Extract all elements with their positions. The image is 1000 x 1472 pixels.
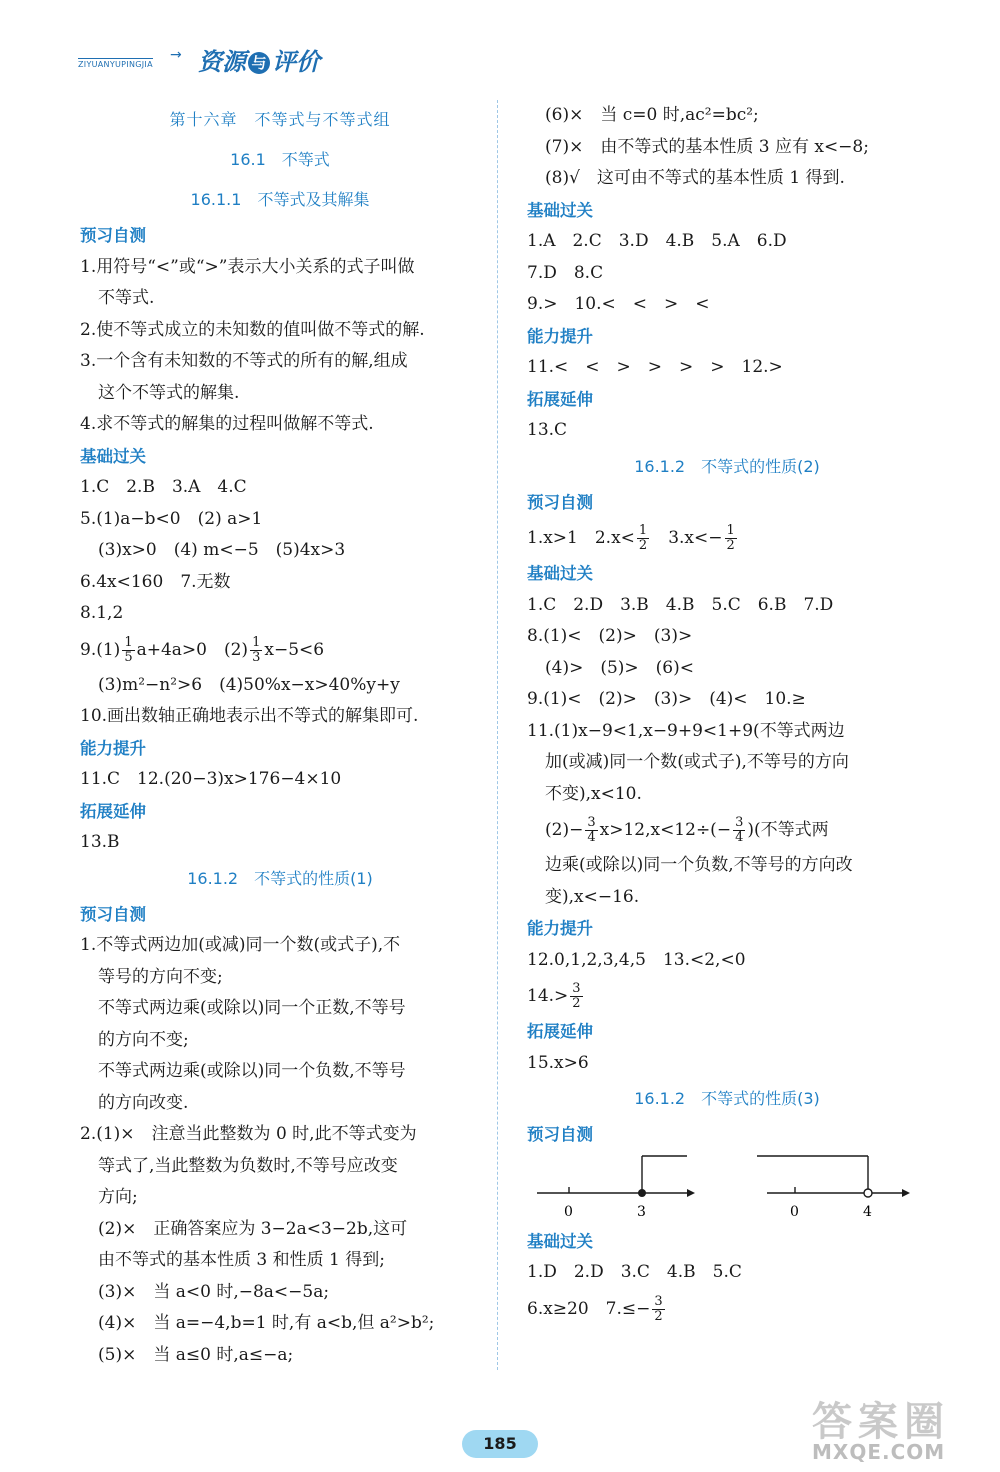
answer-line: 的方向改变. <box>98 1092 189 1113</box>
answer-line: 4.求不等式的解集的过程叫做解不等式. <box>80 414 374 434</box>
answer-line: 1.x>1 2.x< $\frac{1}{2}$ 3.x<− $\frac{1}{2}$ <box>527 523 735 553</box>
tick-label: 0 <box>790 1203 799 1220</box>
section-heading: 基础过关 <box>527 564 593 583</box>
answer-line: 8.(1)< (2)> (3)> <box>527 626 693 646</box>
fraction: $\frac{3}{2}$ <box>654 1293 663 1324</box>
tick-label: 4 <box>863 1203 872 1220</box>
answer-line: (8)√ 这可由不等式的基本性质 1 得到. <box>545 168 845 188</box>
section-heading: 基础过关 <box>527 200 593 220</box>
answer-line: 1.D 2.D 3.C 4.B 5.C <box>527 1262 742 1282</box>
answer-line: 1.C 2.D 3.B 4.B 5.C 6.B 7.D <box>527 594 834 615</box>
section-heading: 预习自测 <box>527 1125 593 1144</box>
tick-label: 3 <box>637 1203 646 1220</box>
solid-point <box>638 1189 646 1197</box>
column-divider <box>497 100 498 1370</box>
subsection-title: 16.1.2 不等式的性质(2) <box>634 456 820 476</box>
number-line-b <box>757 1156 910 1220</box>
header-brand: 资源 与 评价 <box>198 48 320 76</box>
answer-line: 11.< < > > > > 12.> <box>527 357 783 377</box>
answer-line: (2)× 正确答案应为 3−2a<3−2b,这可 <box>98 1218 408 1239</box>
section-heading: 能力提升 <box>527 919 593 938</box>
answer-line: 5.(1)a−b<0 (2) a>1 <box>80 508 263 529</box>
answer-line: 6.x≥20 7.≤− $\frac{3}{2}$ <box>527 1293 663 1324</box>
section-heading: 能力提升 <box>80 738 146 758</box>
section-title: 16.1 不等式 <box>230 150 330 169</box>
answer-line: 不等式两边乘(或除以)同一个正数,不等号 <box>98 998 406 1018</box>
section-heading: 能力提升 <box>527 326 593 346</box>
answer-line: 1.用符号“<”或“>”表示大小关系的式子叫做 <box>80 256 415 277</box>
answer-line: 的方向不变; <box>98 1029 189 1050</box>
answer-line: 由不等式的基本性质 3 和性质 1 得到; <box>98 1250 385 1270</box>
answer-line: 1.A 2.C 3.D 4.B 5.A 6.D <box>527 231 787 251</box>
answer-line: (3)× 当 a<0 时,−8a<−5a; <box>98 1281 330 1302</box>
section-heading: 预习自测 <box>80 904 146 924</box>
answer-line: 1.C 2.B 3.A 4.C <box>80 477 247 497</box>
answer-line: 13.C <box>527 420 568 440</box>
subsection-title: 16.1.2 不等式的性质(1) <box>187 868 373 888</box>
answer-line: (5)× 当 a≤0 时,a≤−a; <box>98 1344 294 1365</box>
hollow-point <box>864 1189 872 1197</box>
fraction: $\frac{3}{2}$ <box>572 981 581 1011</box>
answer-line: 14.> $\frac{3}{2}$ <box>527 981 581 1011</box>
arrow-icon: → <box>170 47 182 63</box>
answer-line: 变),x<−16. <box>545 886 640 907</box>
section-heading: 拓展延伸 <box>80 801 146 821</box>
page-number: 185 <box>462 1430 538 1458</box>
subsection-title: 16.1.1 不等式及其解集 <box>190 190 370 209</box>
tick-label: 0 <box>564 1203 573 1220</box>
fraction: $\frac{3}{4}$ <box>735 815 744 845</box>
answer-line: 12.0,1,2,3,4,5 13.<2,<0 <box>527 949 746 970</box>
answer-line: (4)× 当 a=−4,b=1 时,有 a<b,但 a²>b²; <box>98 1313 435 1333</box>
answer-line: (6)× 当 c=0 时,ac²=bc²; <box>545 105 759 125</box>
answer-line: 加(或减)同一个数(或式子),不等号的方向 <box>545 752 849 772</box>
section-heading: 预习自测 <box>80 226 146 245</box>
fraction: $\frac{1}{2}$ <box>638 523 648 553</box>
number-line-a <box>537 1156 695 1220</box>
answer-line: 7.D 8.C <box>527 262 604 283</box>
fraction: $\frac{1}{2}$ <box>726 523 735 553</box>
section-heading: 预习自测 <box>527 492 593 512</box>
answer-line: 不等式两边乘(或除以)同一个负数,不等号 <box>98 1061 406 1081</box>
answer-line: (4)> (5)> (6)< <box>545 657 694 678</box>
section-heading: 基础过关 <box>527 1231 593 1251</box>
answer-line: 方向; <box>98 1187 138 1207</box>
right-column <box>527 100 927 1329</box>
answer-line: (7)× 由不等式的基本性质 3 应有 x<−8; <box>545 136 869 157</box>
answer-line: 6.4x<160 7.无数 <box>80 571 231 592</box>
watermark: 答案圈 MXQE.COM <box>812 1399 950 1464</box>
answer-line: 9.(1)< (2)> (3)> (4)< 10.≥ <box>527 689 806 709</box>
left-column <box>80 100 480 1371</box>
answer-line: (3)m²−n²>6 (4)50%x−x>40%y+y <box>98 674 400 695</box>
answer-line: 不变),x<10. <box>545 783 642 804</box>
fraction: $\frac{3}{4}$ <box>587 815 596 845</box>
answer-line: 13.B <box>80 832 120 852</box>
section-heading: 拓展延伸 <box>527 389 593 409</box>
answer-line: 2.(1)× 注意当此整数为 0 时,此不等式变为 <box>80 1124 417 1144</box>
answer-line: 15.x>6 <box>527 1052 589 1073</box>
fraction: $\frac{1}{3}$ <box>252 634 261 665</box>
answer-line: 9.(1) $\frac{1}{5}$ a+4a>0 (2) $\frac{1}{3}$ x−5<6 <box>80 634 325 665</box>
answer-line: (3)x>0 (4) m<−5 (5)4x>3 <box>98 540 346 560</box>
answer-line: 11.(1)x−9<1,x−9+9<1+9(不等式两边 <box>527 720 845 741</box>
answer-line: 1.不等式两边加(或减)同一个数(或式子),不 <box>80 935 401 955</box>
answer-line: (2)− $\frac{3}{4}$ x>12,x<12÷(− $\frac{3}{4}$ )(不等式两 <box>545 815 829 845</box>
answer-line: 等号的方向不变; <box>98 966 223 987</box>
answer-line: 8.1,2 <box>80 603 124 623</box>
answer-line: 9.> 10.< < > < <box>527 294 710 314</box>
header-pinyin: ZIYUANYUPINGJIA <box>78 60 153 69</box>
answer-line: 11.C 12.(20−3)x>176−4×10 <box>80 769 342 789</box>
answer-line: 这个不等式的解集. <box>98 382 240 403</box>
number-line-figures <box>527 1151 927 1226</box>
header-logo <box>70 38 330 78</box>
answer-line: 3.一个含有未知数的不等式的所有的解,组成 <box>80 351 408 371</box>
section-heading: 基础过关 <box>80 446 146 466</box>
answer-line: 10.画出数轴正确地表示出不等式的解集即可. <box>80 706 419 726</box>
answer-line: 等式了,当此整数为负数时,不等号应改变 <box>98 1155 398 1176</box>
section-heading: 拓展延伸 <box>527 1022 593 1041</box>
fraction: $\frac{1}{5}$ <box>124 634 133 665</box>
answer-line: 边乘(或除以)同一个负数,不等号的方向改 <box>545 855 853 875</box>
chapter-title: 第十六章 不等式与不等式组 <box>169 110 391 129</box>
answer-line: 2.使不等式成立的未知数的值叫做不等式的解. <box>80 319 425 340</box>
answer-line: 不等式. <box>98 288 155 308</box>
subsection-title: 16.1.2 不等式的性质(3) <box>634 1089 820 1108</box>
